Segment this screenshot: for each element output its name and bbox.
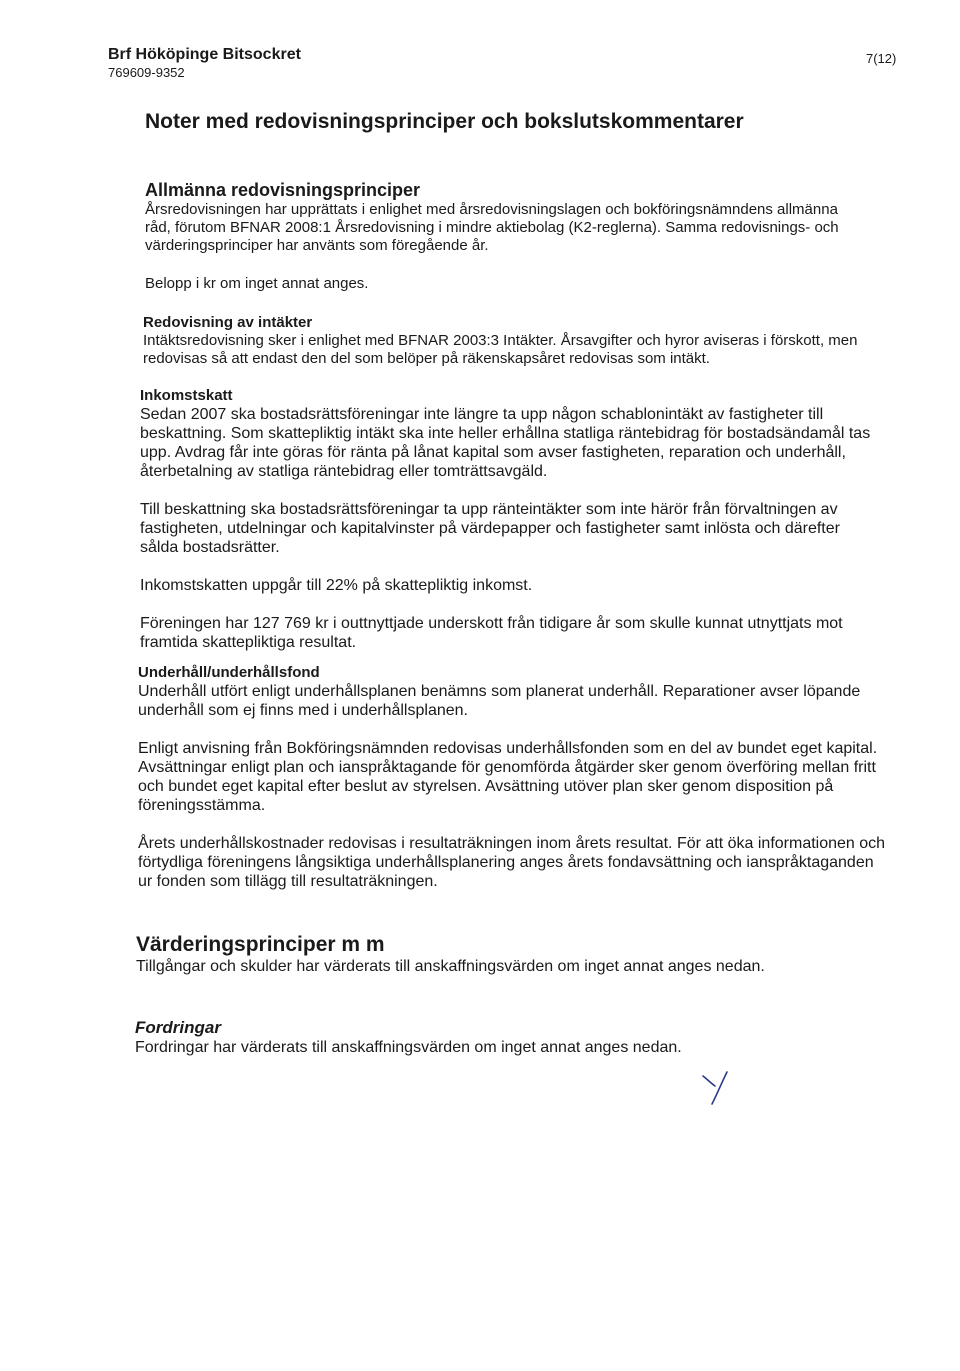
paragraph: Sedan 2007 ska bostadsrättsföreningar inte längre ta upp någon schablonintäkt av fastigheter till beskattning. Som skattepliktig intäkt ska inte heller erhållna statliga räntebidrag för bostadsändamål tas upp. Avdrag får inte göras för ränta på lånat kapital som avser fastigheten, reparation och underhåll, återbetalning av statliga räntebidrag eller tomträttsavgäld. <box>140 406 871 480</box>
section-valuation-principles <box>136 932 876 976</box>
section-heading: Fordringar <box>135 1018 221 1037</box>
organization-number: 769609-9352 <box>108 65 185 80</box>
handwritten-initial-signature <box>700 1068 730 1108</box>
section-maintenance-fund <box>138 663 888 891</box>
paragraph: Föreningen har 127 769 kr i outtnyttjade underskott från tidigare år som skulle kunnat utnyttjats mot framtida skattepliktiga resultat. <box>140 615 843 651</box>
paragraph: Enligt anvisning från Bokföringsnämnden redovisas underhållsfonden som en del av bundet eget kapital. Avsättningar enligt plan och ianspråktagande för genomförda åtgärder sker genom överföring mellan fritt och bundet eget kapital efter beslut av styrelsen. Avsättning utöver plan sker genom disposition på föreningsstämma. <box>138 740 878 814</box>
paragraph: Tillgångar och skulder har värderats till anskaffningsvärden om inget annat anges nedan. <box>136 958 765 975</box>
paragraph: Årsredovisningen har upprättats i enlighet med årsredovisningslagen och bokföringsnämndens allmänna råd, förutom BFNAR 2008:1 Årsredovisning i mindre aktiebolag (K2-reglerna). Samma redovisnings- och värderingsprinciper har använts som föregående år. <box>145 201 839 254</box>
paragraph: Till beskattning ska bostadsrättsföreningar ta upp ränteintäkter som inte härör från förvaltningen av fastigheten, utdelningar och kapitalvinster på värdepapper och fastigheter samt inlösta och därefter sålda bostadsrätter. <box>140 501 840 556</box>
paragraph: Belopp i kr om inget annat anges. <box>145 275 369 292</box>
section-receivables <box>135 1017 875 1057</box>
paragraph: Fordringar har värderats till anskaffningsvärden om inget annat anges nedan. <box>135 1039 682 1056</box>
section-revenue-recognition <box>143 313 903 368</box>
section-heading: Inkomstskatt <box>140 387 233 404</box>
section-heading: Redovisning av intäkter <box>143 314 313 331</box>
section-heading: Allmänna redovisningsprinciper <box>145 180 421 200</box>
paragraph: Intäktsredovisning sker i enlighet med BFNAR 2003:3 Intäkter. Årsavgifter och hyror aviseras i förskott, men redovisas så att endast den del som belöper på räkenskapsåret redovisas som intäkt. <box>143 332 858 367</box>
paragraph: Underhåll utfört enligt underhållsplanen benämns som planerat underhåll. Reparationer avser löpande underhåll som ej finns med i underhållsplanen. <box>138 683 861 719</box>
paragraph: Inkomstskatten uppgår till 22% på skattepliktig inkomst. <box>140 577 533 594</box>
section-income-tax <box>140 386 880 652</box>
page-number: 7(12) <box>866 51 897 66</box>
section-heading: Underhåll/underhållsfond <box>138 664 320 681</box>
organization-name: Brf Hököpinge Bitsockret <box>108 46 301 63</box>
section-accounting-principles <box>145 180 865 293</box>
document-title: Noter med redovisningsprinciper och bokslutskommentarer <box>145 110 744 133</box>
section-heading: Värderingsprinciper m m <box>136 933 385 956</box>
paragraph: Årets underhållskostnader redovisas i resultaträkningen inom årets resultat. För att öka informationen och förtydliga föreningens långsiktiga underhållsplanering anges årets fondavsättning och ianspråktaganden ur fonden som tillägg till resultaträkningen. <box>138 835 886 890</box>
